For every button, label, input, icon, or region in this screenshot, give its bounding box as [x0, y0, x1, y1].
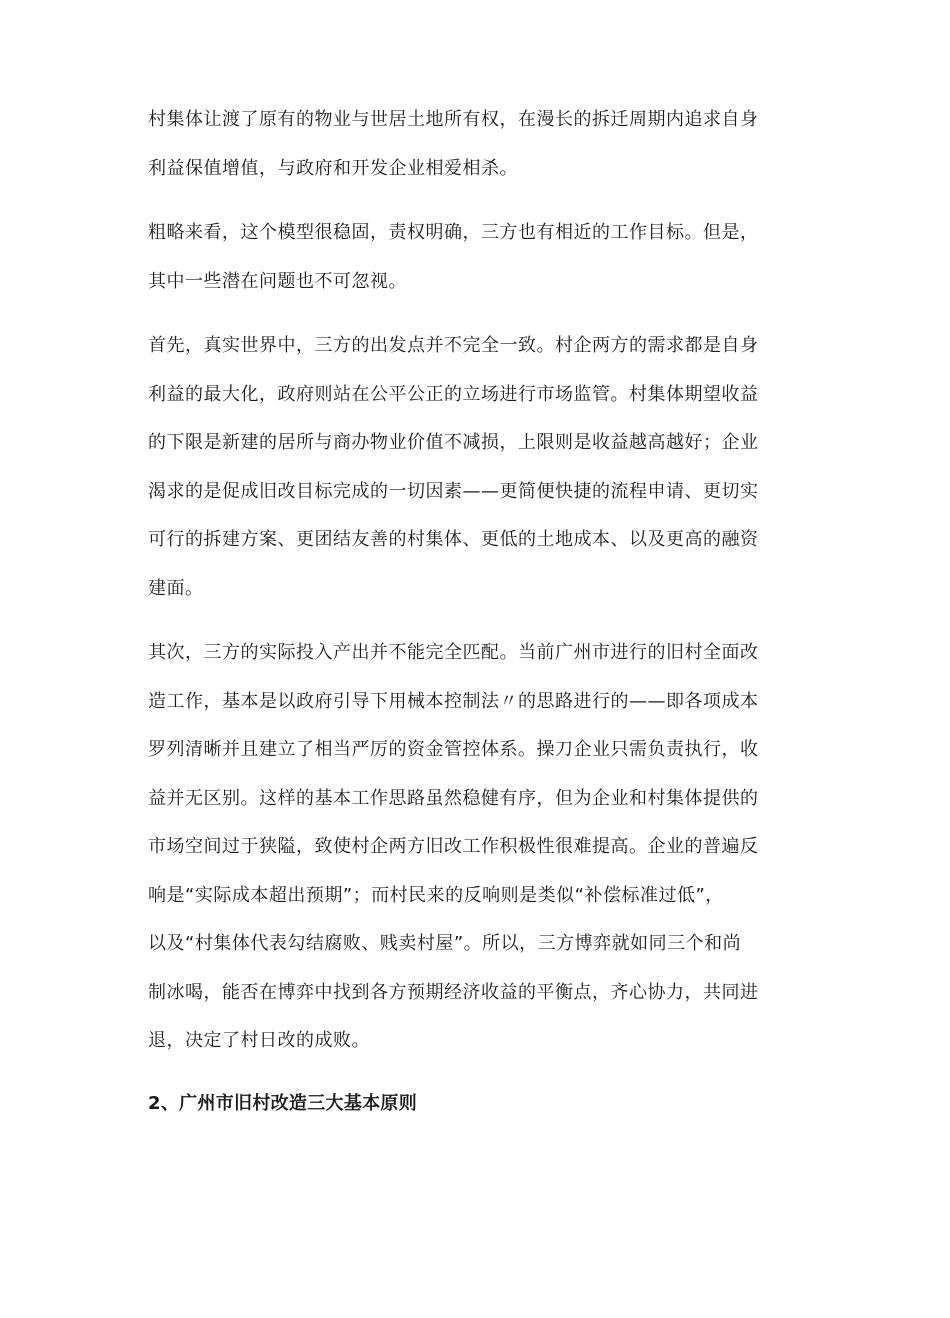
paragraph-line: 可行的拆建方案、更团结友善的村集体、更低的土地成本、以及更高的融资: [148, 529, 759, 550]
paragraph-line: 粗略来看，这个模型很稳固，责权明确，三方也有相近的工作目标。但是，: [148, 222, 759, 243]
paragraph-line: 造工作，基本是以政府引导下用械本控制法〃的思路进行的——即各项成本: [148, 690, 759, 712]
paragraph-line: 建面。: [148, 577, 204, 599]
paragraph-line: 利益保值增值，与政府和开发企业相爱相杀。: [148, 157, 518, 179]
paragraph-line: 罗列清晰并且建立了相当严厉的资金管控体系。操刀企业只需负责执行，收: [148, 739, 759, 760]
paragraph-line: 其次，三方的实际投入产出并不能完全匹配。当前广州市进行的旧村全面改: [148, 642, 759, 663]
paragraph-line: 市场空间过于狭隘，致使村企两方旧改工作积极性很难提高。企业的普遍反: [148, 836, 759, 857]
paragraph-3: [148, 322, 808, 613]
section-heading: 2、广州市旧村改造三大基本原则: [148, 1092, 418, 1114]
paragraph-line: 其中一些潜在问题也不可忽视。: [148, 270, 407, 292]
document-page: [148, 96, 808, 1124]
paragraph-line: 利益的最大化，政府则站在公平公正的立场进行市场监管。村集体期望收益: [148, 383, 759, 405]
paragraph-1: [148, 96, 808, 193]
paragraph-line: 首先，真实世界中，三方的出发点并不完全一致。村企两方的需求都是自身: [148, 335, 759, 356]
paragraph-line: 退，决定了村日改的成败。: [148, 1030, 370, 1051]
paragraph-line: 响是“实际成本超出预期”；而村民来的反响则是类似“补偿标准过低”，: [148, 884, 724, 906]
paragraph-line: 的下限是新建的居所与商办物业价值不减损，上限则是收益越高越好；企业: [148, 432, 759, 453]
paragraph-line: 渴求的是促成旧改目标完成的一切因素——更简便快捷的流程申请、更切实: [148, 480, 759, 502]
paragraph-2: [148, 209, 808, 306]
paragraph-4: [148, 629, 808, 1066]
paragraph-line: 以及“村集体代表勾结腐败、贱卖村屋”。所以，三方博弈就如同三个和尚: [148, 933, 742, 954]
paragraph-line: 制冰喝，能否在博弈中找到各方预期经济收益的平衡点，齐心协力，共同进: [148, 981, 759, 1003]
paragraph-line: 益并无区别。这样的基本工作思路虽然稳健有序，但为企业和村集体提供的: [148, 787, 759, 809]
paragraph-line: 村集体让渡了原有的物业与世居土地所有权，在漫长的拆迁周期内追求自身: [148, 109, 759, 130]
